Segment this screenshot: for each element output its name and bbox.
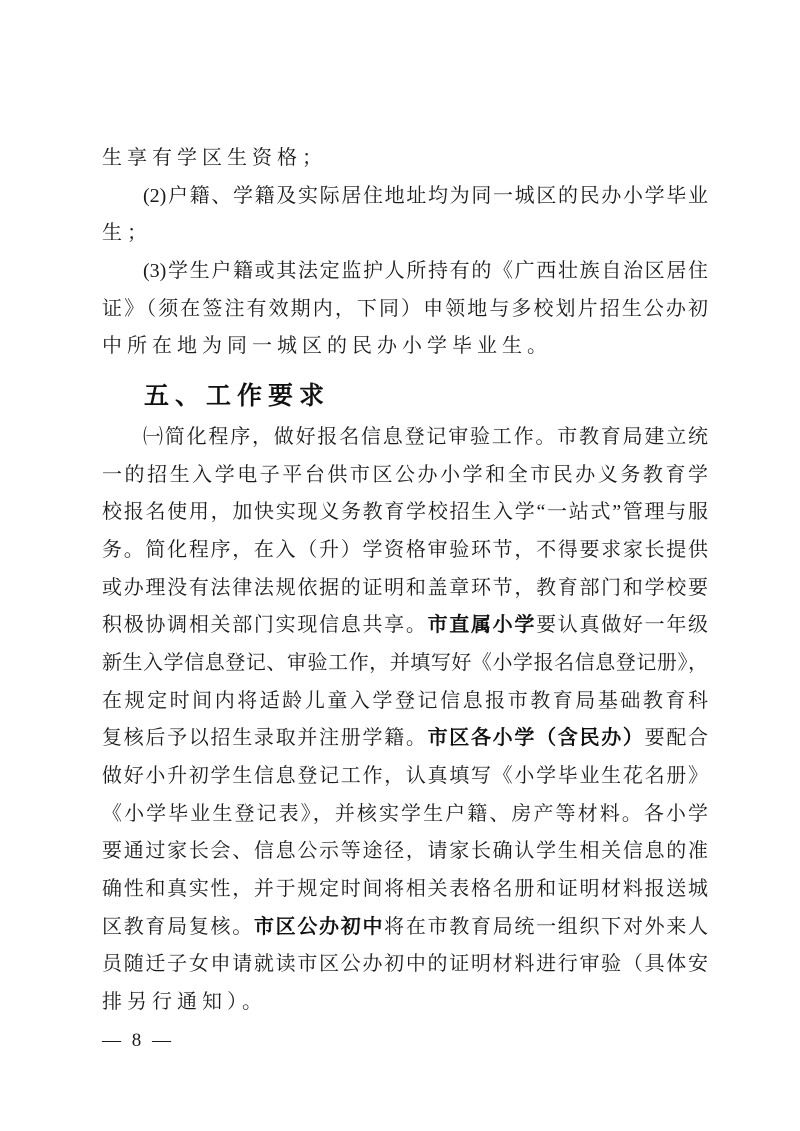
text-run: 《小学毕业生登记表》，并核实学生户籍、房产等材料。各小学 [102,802,708,825]
text-line [102,419,708,457]
text-run: (2)户籍、学籍及实际居住地址均为同一城区的民办小学毕业 [143,184,708,207]
text-run: 要配合 [644,727,709,750]
text-run: 复核后予以招生录取并注册学籍。 [102,727,428,750]
text-run: ㈠简化程序，做好报名信息登记审验工作。市教育局建立统 [143,425,708,448]
emphasis-term: 市区公办初中 [253,915,385,938]
text-run: 积极协调相关部门实现信息共享。 [102,614,428,637]
section-heading: 五、工作要求 [144,382,331,411]
text-line [102,457,708,495]
emphasis-term: 市区各小学（含民办） [427,727,645,750]
text-run: 将在市教育局统一组织下对外来人 [384,915,709,938]
text-line [102,871,708,909]
text-line [102,570,708,608]
text-run: 确性和真实性，并于规定时间将相关表格名册和证明材料报送城 [102,878,708,901]
page-number: — 8 — [102,1030,174,1051]
text-run: 要认真做好一年级 [536,614,709,637]
text-line [102,140,708,178]
text-run: 或办理没有法律法规依据的证明和盖章环节，教育部门和学校要 [102,576,708,599]
text-run: 新生入学信息登记、审验工作，并填写好《小学报名信息登记册》， [102,651,708,674]
text-line [102,720,708,758]
text-run: 做好小升初学生信息登记工作，认真填写《小学毕业生花名册》 [102,765,708,787]
text-line [102,253,708,291]
text-line [102,796,708,834]
text-line [102,683,708,721]
text-line [102,215,708,253]
text-run: (3)学生户籍或其法定监护人所持有的《广西壮族自治区居住 [143,260,708,283]
text-run: 员随迁子女申请就读市区公办初中的证明材料进行审验（具体安 [102,953,708,976]
text-line [102,494,708,532]
text-line [102,909,708,947]
text-line [102,291,708,329]
text-run: 生享有学区生资格； [102,147,327,169]
text-line [102,328,708,366]
text-run: 区教育局复核。 [102,915,254,938]
text-line [102,984,708,1022]
text-run: 务。简化程序，在入（升）学资格审验环节，不得要求家长提供 [102,538,708,561]
text-run: 证》（须在签注有效期内，下同）申领地与多校划片招生公办初 [102,297,708,320]
text-line [102,532,708,570]
text-run: 生； [102,222,152,245]
text-run: 一的招生入学电子平台供市区公办小学和全市民办义务教育学 [102,463,708,486]
text-line [102,645,708,683]
text-run: 在规定时间内将适龄儿童入学登记信息报市教育局基础教育科 [102,689,708,712]
text-line [102,946,708,984]
text-line [102,833,708,871]
emphasis-term: 市直属小学 [427,614,537,637]
text-line [102,178,708,216]
text-line [102,607,708,645]
text-line [102,758,708,796]
text-run: 排另行通知）。 [102,991,267,1014]
text-run: 校报名使用，加快实现义务教育学校招生入学“一站式”管理与服 [102,501,708,524]
text-run: 中所在地为同一城区的民办小学毕业生。 [102,335,552,358]
document-body [102,140,708,1022]
text-run: 要通过家长会、信息公示等途径，请家长确认学生相关信息的准 [102,840,708,863]
